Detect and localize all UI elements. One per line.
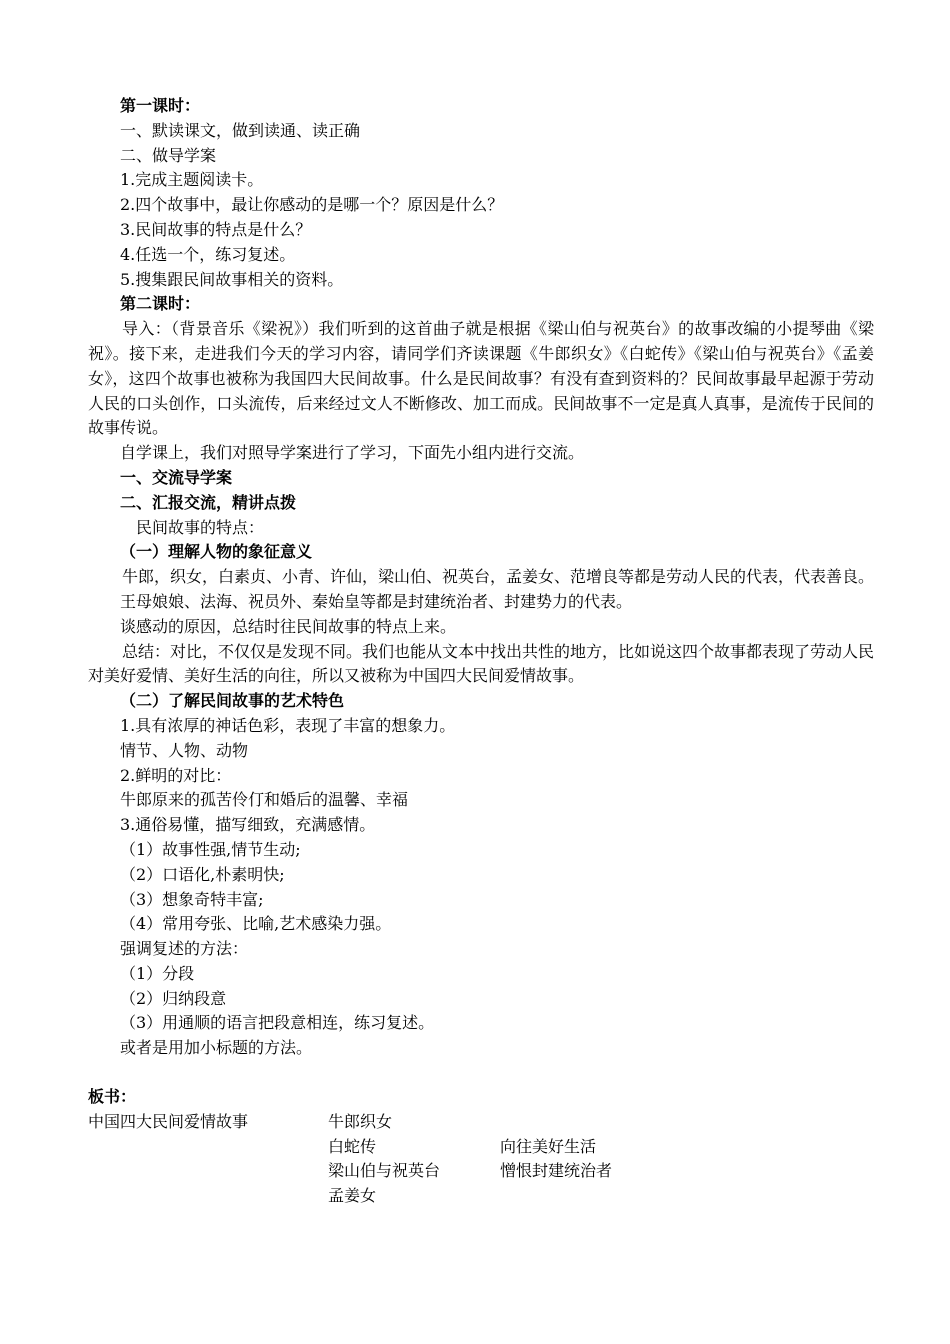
lesson1-heading: 第一课时： [120, 96, 201, 115]
self-study-paragraph: 自学课上，我们对照导学案进行了学习，下面先小组内进行交流。 [120, 443, 585, 463]
sub2-item: 或者是用加小标题的方法。 [120, 1038, 313, 1058]
step-heading: 一、交流导学案 [120, 467, 233, 487]
board-story: 白蛇传 [328, 1136, 377, 1156]
board-theme: 向往美好生活 [500, 1136, 597, 1156]
lesson1-item: 4.任选一个，练习复述。 [120, 244, 296, 264]
board-layout [88, 1110, 874, 1210]
sub2-item: （3）用通顺的语言把段意相连，练习复述。 [120, 1013, 435, 1033]
lesson1-item: 一、默读课文，做到读通、读正确 [120, 120, 361, 140]
lesson1-item: 3.民间故事的特点是什么？ [120, 219, 312, 239]
section-gap [88, 1061, 874, 1085]
sub2-item: （1）分段 [120, 963, 195, 983]
sub2-item: 1.具有浓厚的神话色彩，表现了丰富的想象力。 [120, 715, 456, 735]
sub2-item: 牛郎原来的孤苦伶仃和婚后的温馨、幸福 [120, 790, 409, 810]
sub2-item: 情节、人物、动物 [120, 740, 249, 760]
subsection-heading: （一）理解人物的象征意义 [120, 542, 313, 562]
board-story: 孟姜女 [328, 1186, 377, 1206]
lesson1-item: 5.搜集跟民间故事相关的资料。 [120, 269, 344, 289]
sub2-item: 2.鲜明的对比： [120, 765, 232, 785]
sub2-item: （3）想象奇特丰富; [120, 889, 264, 909]
board-theme: 憎恨封建统治者 [500, 1161, 613, 1181]
document-page [88, 94, 874, 1210]
sub1-paragraph: 牛郎，织女，白素贞、小青、许仙，梁山伯、祝英台，孟姜女、范增良等都是劳动人民的代表，代表善良。 [122, 567, 875, 587]
sub1-summary-paragraph: 总结：对比，不仅仅是发现不同。我们也能从文本中找出共性的地方，比如说这四个故事都表现了劳动人民对美好爱情、美好生活的向往，所以又被称为中国四大民间爱情故事。 [88, 641, 875, 686]
lesson1-item: 2.四个故事中，最让你感动的是哪一个？原因是什么？ [120, 195, 504, 215]
board-heading: 板书： [88, 1087, 137, 1107]
board-story: 梁山伯与祝英台 [328, 1161, 441, 1181]
sub1-paragraph: 谈感动的原因，总结时往民间故事的特点上来。 [120, 616, 457, 636]
sub1-paragraph: 王母娘娘、法海、祝员外、秦始皇等都是封建统治者、封建势力的代表。 [120, 591, 633, 611]
lesson2-intro-paragraph: 导入：（背景音乐《梁祝》）我们听到的这首曲子就是根据《梁山伯与祝英台》的故事改编的小提琴曲《梁祝》。接下来，走进我们今天的学习内容，请同学们齐读课题《牛郎织女》《白蛇传》《梁山伯与祝英台》《孟姜女》，这四个故事也被称为我国四大民间故事。什么是民间故事？有没有查到资料的？民间故事最早起源于劳动人民的口头创作，口头流传，后来经过文人不断修改、加工而成。民间故事不一定是真人真事，是流传于民间的故事传说。 [88, 319, 874, 438]
lesson1-item: 二、做导学案 [120, 145, 217, 165]
board-title: 中国四大民间爱情故事 [88, 1111, 249, 1131]
sub2-item: （4）常用夸张、比喻,艺术感染力强。 [120, 914, 392, 934]
lesson2-heading: 第二课时： [120, 294, 201, 314]
subsection-heading: （二）了解民间故事的艺术特色 [120, 691, 345, 711]
sub2-item: （1）故事性强,情节生动; [120, 839, 301, 859]
sub2-item: （2）口语化,朴素明快; [120, 864, 285, 884]
board-story: 牛郎织女 [328, 1111, 393, 1131]
lesson1-item: 1.完成主题阅读卡。 [120, 170, 264, 190]
sub2-item: （2）归纳段意 [120, 988, 227, 1008]
sub2-item: 强调复述的方法： [120, 939, 249, 959]
step-heading: 二、汇报交流，精讲点拨 [120, 492, 297, 512]
features-label: 民间故事的特点： [136, 517, 265, 537]
sub2-item: 3.通俗易懂，描写细致，充满感情。 [120, 815, 376, 835]
